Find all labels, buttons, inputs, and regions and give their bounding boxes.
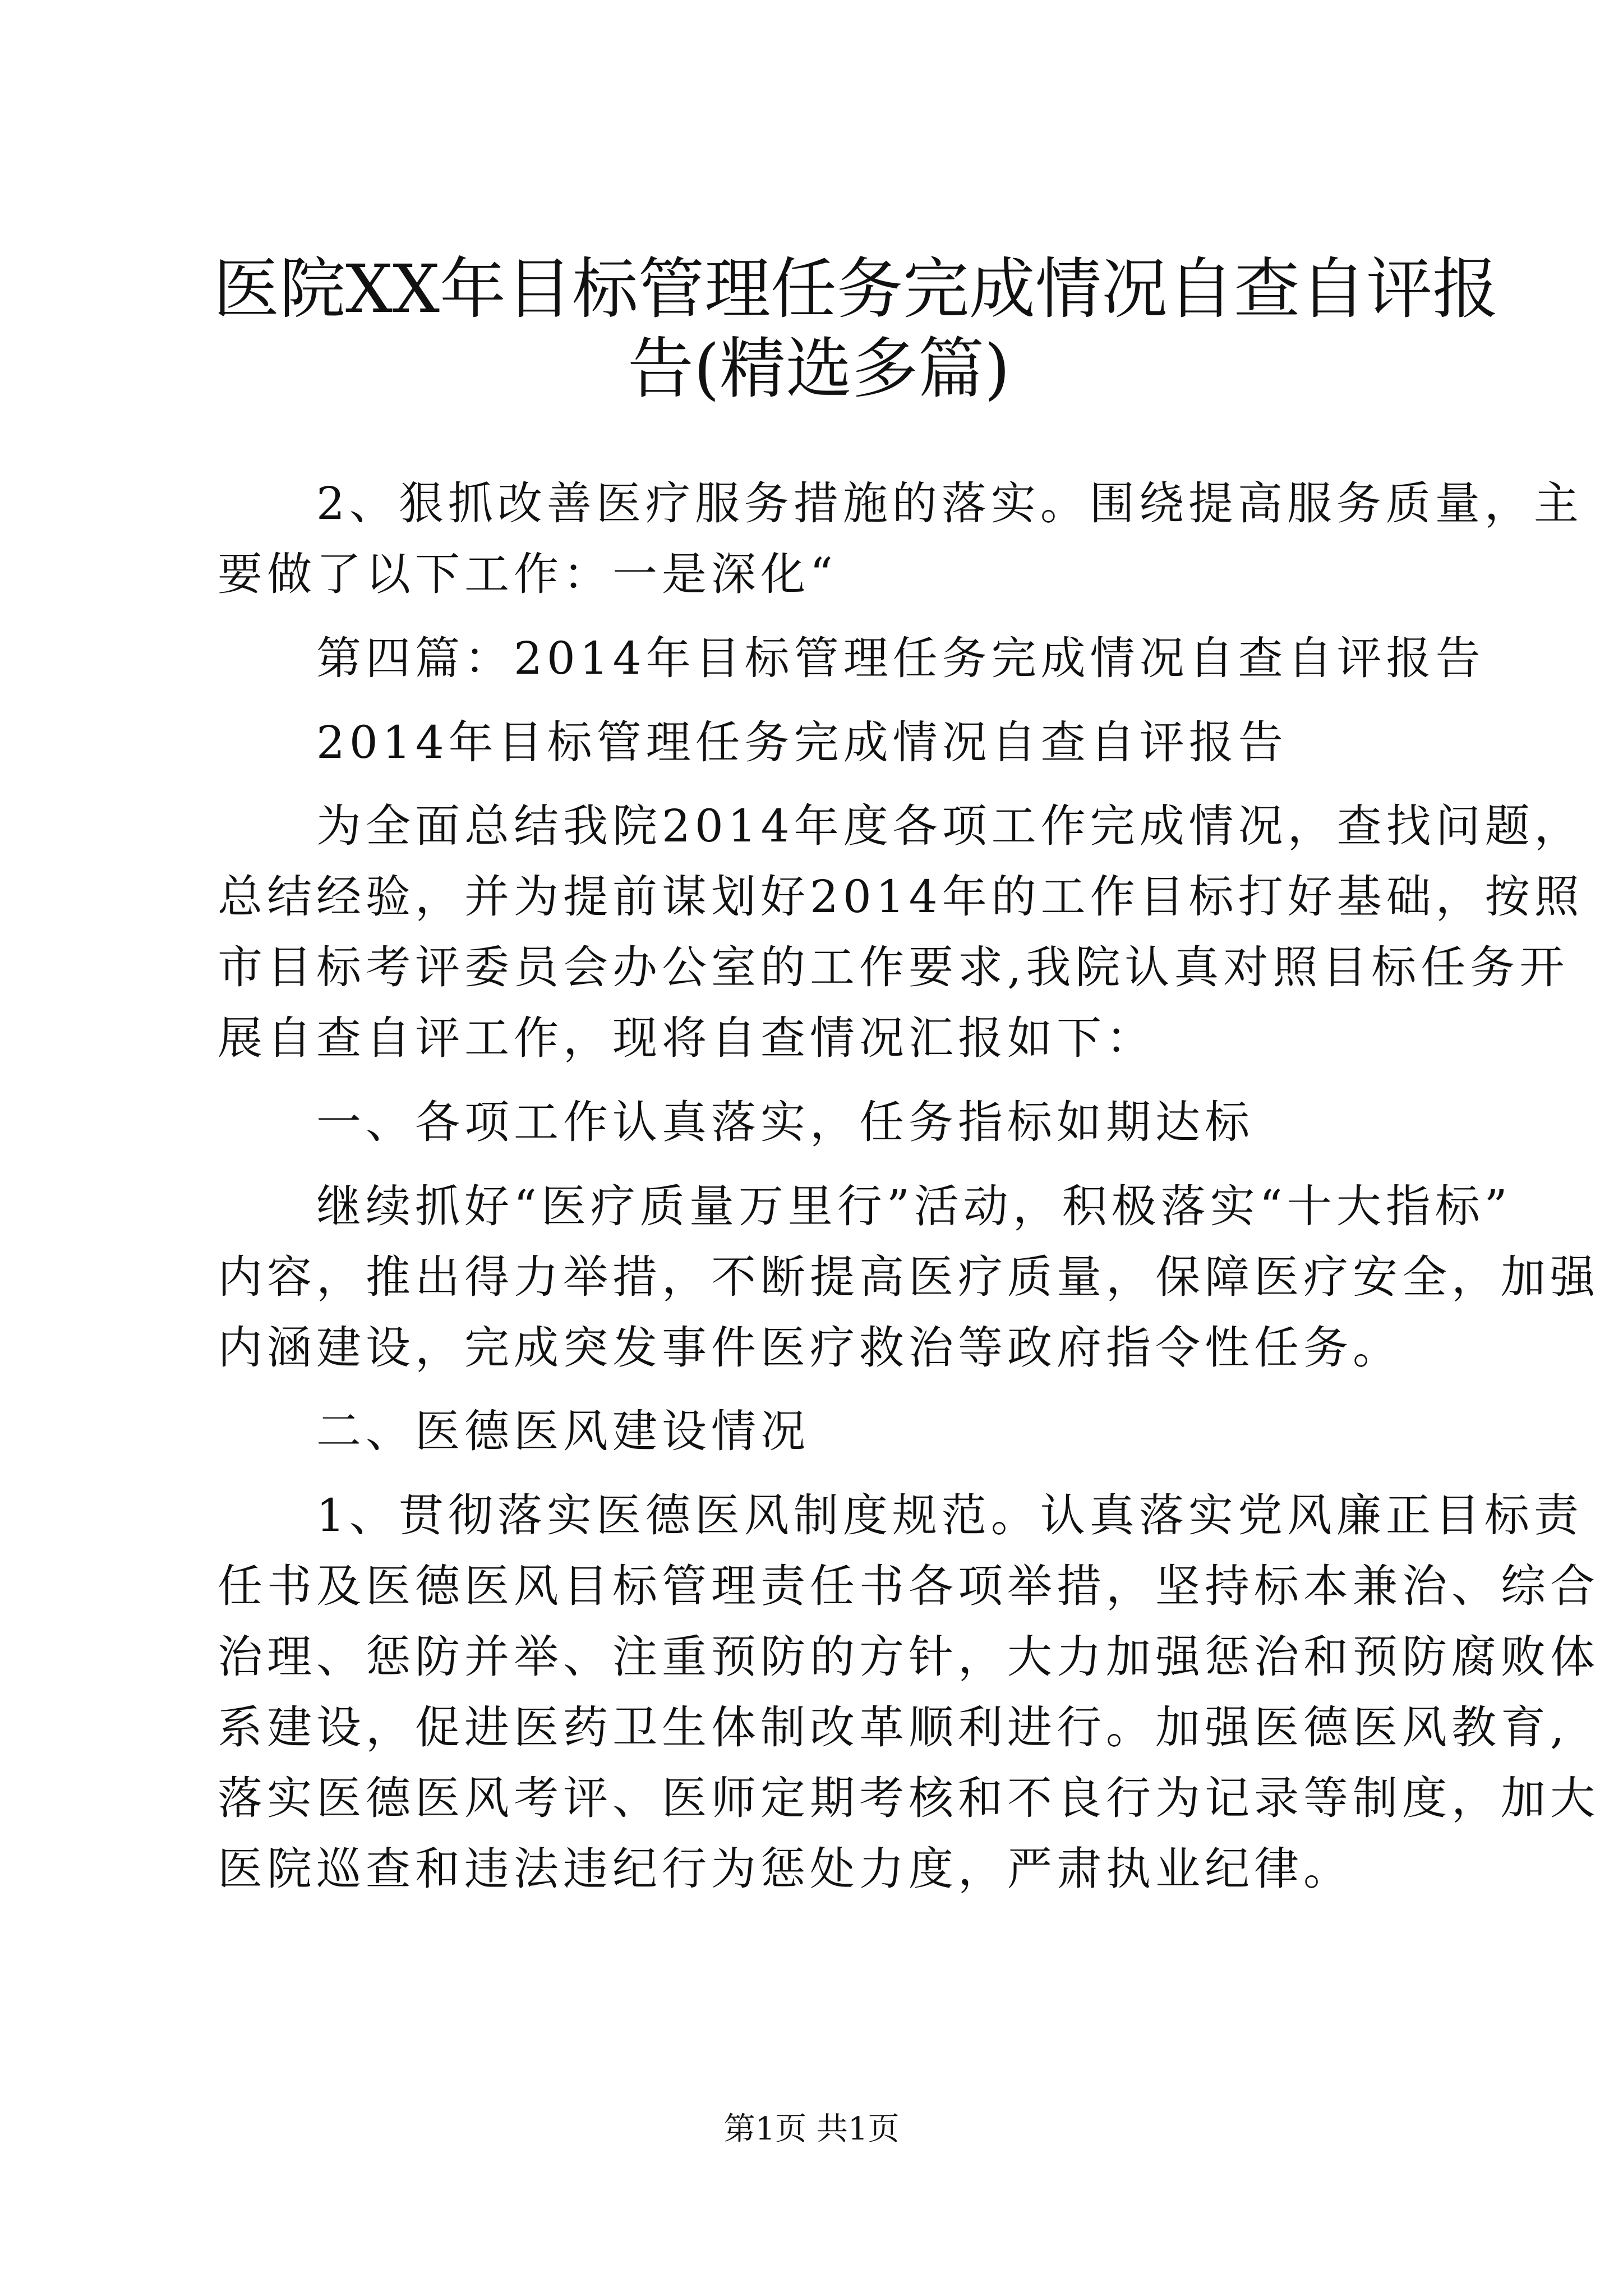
page-footer: 第1页 共1页 <box>723 2111 900 2147</box>
body-line: 一、各项工作认真落实，任务指标如期达标 <box>218 1096 1254 1148</box>
document-title-line-1: 医院XX年目标管理任务完成情况自查自评报 <box>213 250 1499 328</box>
body-line: 市目标考评委员会办公室的工作要求,我院认真对照目标任务开 <box>218 941 1569 993</box>
body-line: 二、医德医风建设情况 <box>218 1405 810 1457</box>
body-line: 展自查自评工作，现将自查情况汇报如下： <box>218 1012 1155 1064</box>
body-line: 落实医德医风考评、医师定期考核和不良行为记录等制度，加大 <box>218 1772 1599 1824</box>
body-line: 1、贯彻落实医德医风制度规范。认真落实党风廉正目标责 <box>218 1489 1583 1542</box>
body-line: 2014年目标管理任务完成情况自查自评报告 <box>218 716 1288 769</box>
body-line: 治理、惩防并举、注重预防的方针，大力加强惩治和预防腐败体 <box>218 1631 1599 1683</box>
body-line: 要做了以下工作：一是深化“ <box>218 548 837 600</box>
body-line: 医院巡查和违法违纪行为惩处力度，严肃执业纪律。 <box>218 1843 1353 1895</box>
body-line: 第四篇：2014年目标管理任务完成情况自查自评报告 <box>218 632 1485 684</box>
body-line: 内涵建设，完成突发事件医疗救治等政府指令性任务。 <box>218 1322 1402 1374</box>
body-line: 2、狠抓改善医疗服务措施的落实。围绕提高服务质量，主 <box>218 477 1583 530</box>
body-line: 内容，推出得力举措，不断提高医疗质量，保障医疗安全，加强 <box>218 1251 1599 1303</box>
body-line: 任书及医德医风目标管理责任书各项举措，坚持标本兼治、综合 <box>218 1560 1599 1612</box>
body-line: 系建设，促进医药卫生体制改革顺利进行。加强医德医风教育, <box>218 1701 1569 1754</box>
body-line: 继续抓好“医疗质量万里行”活动，积极落实“十大指标” <box>218 1180 1512 1232</box>
body-line: 总结经验，并为提前谋划好2014年的工作目标打好基础，按照 <box>218 871 1584 923</box>
body-line: 为全面总结我院2014年度各项工作完成情况，查找问题， <box>218 800 1584 852</box>
document-title-line-2: 告(精选多篇) <box>627 330 1011 407</box>
